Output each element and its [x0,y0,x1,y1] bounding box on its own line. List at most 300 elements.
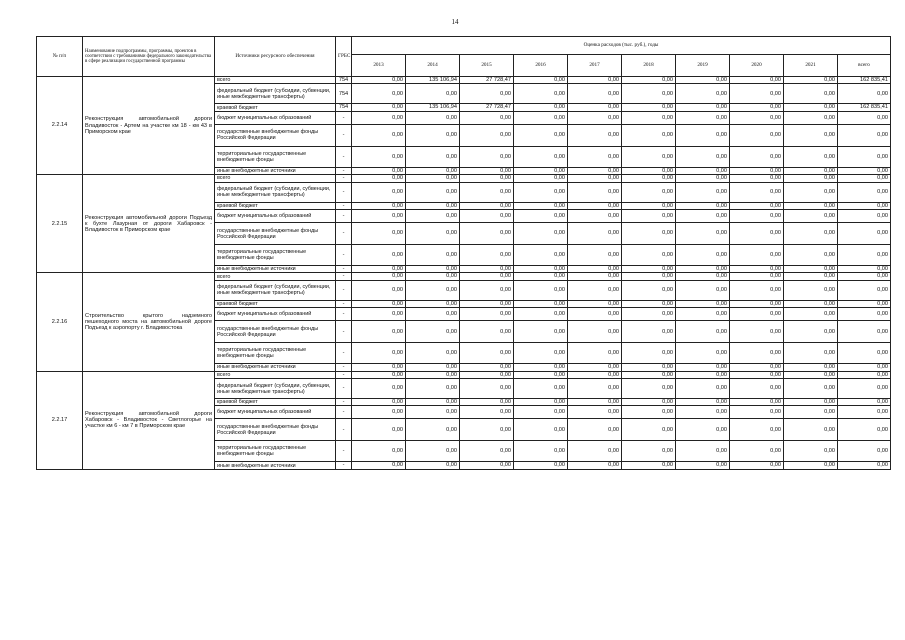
amount-cell: 0,00 [784,223,838,245]
header-year: 2014 [406,55,460,77]
grbs-code: - [336,167,352,174]
amount-cell: 0,00 [514,146,568,167]
amount-cell: 0,00 [568,266,622,273]
amount-cell: 0,00 [730,77,784,84]
amount-cell: 0,00 [622,364,676,371]
amount-cell: 0,00 [730,321,784,343]
header-grbs: ГРБС [336,37,352,77]
expenditure-table [36,36,891,470]
grbs-code: - [336,364,352,371]
amount-cell: 0,00 [676,371,730,378]
amount-cell: 0,00 [622,399,676,406]
amount-cell: 0,00 [568,300,622,307]
amount-cell: 0,00 [460,175,514,182]
total-cell: 0,00 [838,124,891,146]
total-cell: 0,00 [838,167,891,174]
amount-cell: 0,00 [460,343,514,364]
amount-cell: 0,00 [676,223,730,245]
grbs-code: - [336,245,352,266]
amount-cell: 0,00 [406,175,460,182]
amount-cell: 0,00 [514,379,568,399]
amount-cell: 0,00 [676,300,730,307]
amount-cell: 0,00 [784,379,838,399]
amount-cell: 0,00 [730,273,784,280]
amount-cell: 0,00 [730,441,784,462]
header-number: № п/п [37,37,83,77]
amount-cell: 0,00 [514,266,568,273]
amount-cell: 0,00 [784,273,838,280]
amount-cell: 0,00 [622,371,676,378]
funding-source: краевой бюджет [215,300,336,307]
grbs-code: - [336,308,352,321]
funding-source: всего [215,273,336,280]
funding-source: государственные внебюджетные фонды Российской Федерации [215,419,336,441]
amount-cell: 0,00 [460,462,514,469]
funding-source: бюджет муниципальных образований [215,406,336,419]
amount-cell: 0,00 [514,245,568,266]
table-row [37,273,891,280]
amount-cell: 0,00 [514,77,568,84]
amount-cell: 0,00 [784,399,838,406]
amount-cell: 0,00 [622,124,676,146]
amount-cell: 0,00 [676,84,730,104]
amount-cell: 0,00 [676,321,730,343]
amount-cell: 0,00 [784,462,838,469]
total-cell: 0,00 [838,364,891,371]
header-name: Наименование подпрограммы, программы, проектов в соответствии с требованиями федерального законодательства в сфере реализации государственной программы [83,37,215,77]
amount-cell: 0,00 [406,419,460,441]
amount-cell: 0,00 [568,175,622,182]
total-cell: 0,00 [838,273,891,280]
grbs-code: - [336,266,352,273]
amount-cell: 0,00 [568,223,622,245]
funding-source: краевой бюджет [215,399,336,406]
amount-cell: 0,00 [568,308,622,321]
grbs-code: - [336,300,352,307]
amount-cell: 0,00 [514,462,568,469]
total-cell: 0,00 [838,308,891,321]
amount-cell: 0,00 [730,202,784,209]
funding-source: государственные внебюджетные фонды Российской Федерации [215,223,336,245]
total-cell: 0,00 [838,371,891,378]
header-year: 2017 [568,55,622,77]
amount-cell: 0,00 [460,210,514,223]
amount-cell: 0,00 [784,84,838,104]
amount-cell: 0,00 [784,371,838,378]
header-year: 2021 [784,55,838,77]
amount-cell: 0,00 [406,371,460,378]
total-cell: 0,00 [838,462,891,469]
amount-cell: 0,00 [676,343,730,364]
amount-cell: 0,00 [622,104,676,111]
funding-source: бюджет муниципальных образований [215,308,336,321]
funding-source: федеральный бюджет (субсидии, субвенции, иные межбюджетные трансферты) [215,84,336,104]
amount-cell: 0,00 [676,175,730,182]
amount-cell: 0,00 [784,300,838,307]
amount-cell: 0,00 [730,462,784,469]
header-year: 2015 [460,55,514,77]
amount-cell: 0,00 [568,273,622,280]
amount-cell: 0,00 [514,182,568,202]
amount-cell: 0,00 [730,364,784,371]
amount-cell: 0,00 [406,146,460,167]
amount-cell: 0,00 [730,111,784,124]
amount-cell: 0,00 [676,167,730,174]
amount-cell: 27 728,47 [460,77,514,84]
amount-cell: 0,00 [352,300,406,307]
amount-cell: 0,00 [568,104,622,111]
amount-cell: 0,00 [676,308,730,321]
amount-cell: 0,00 [352,167,406,174]
amount-cell: 0,00 [676,210,730,223]
total-cell: 0,00 [838,379,891,399]
total-cell: 0,00 [838,406,891,419]
amount-cell: 0,00 [730,371,784,378]
funding-source: территориальные государственные внебюджетные фонды [215,343,336,364]
amount-cell: 0,00 [730,175,784,182]
amount-cell: 0,00 [784,308,838,321]
amount-cell: 0,00 [406,406,460,419]
amount-cell: 0,00 [676,273,730,280]
amount-cell: 0,00 [460,167,514,174]
amount-cell: 0,00 [514,300,568,307]
amount-cell: 0,00 [568,419,622,441]
amount-cell: 0,00 [784,210,838,223]
amount-cell: 0,00 [352,210,406,223]
amount-cell: 0,00 [730,399,784,406]
funding-source: иные внебюджетные источники [215,167,336,174]
funding-source: краевой бюджет [215,104,336,111]
amount-cell: 0,00 [676,266,730,273]
amount-cell: 0,00 [784,202,838,209]
grbs-code: - [336,273,352,280]
amount-cell: 0,00 [352,77,406,84]
amount-cell: 0,00 [514,343,568,364]
table-row [37,175,891,182]
amount-cell: 0,00 [730,182,784,202]
amount-cell: 0,00 [622,321,676,343]
amount-cell: 0,00 [784,419,838,441]
total-cell: 0,00 [838,399,891,406]
amount-cell: 0,00 [784,111,838,124]
amount-cell: 0,00 [730,300,784,307]
amount-cell: 0,00 [406,124,460,146]
amount-cell: 0,00 [676,104,730,111]
amount-cell: 0,00 [568,371,622,378]
funding-source: краевой бюджет [215,202,336,209]
amount-cell: 0,00 [406,364,460,371]
amount-cell: 0,00 [676,124,730,146]
table-header [37,37,891,77]
amount-cell: 0,00 [568,343,622,364]
amount-cell: 0,00 [460,419,514,441]
amount-cell: 0,00 [406,202,460,209]
amount-cell: 0,00 [352,202,406,209]
table-row [37,77,891,84]
amount-cell: 0,00 [676,280,730,300]
amount-cell: 0,00 [352,273,406,280]
amount-cell: 0,00 [730,343,784,364]
amount-cell: 0,00 [352,399,406,406]
amount-cell: 0,00 [568,379,622,399]
amount-cell: 0,00 [406,343,460,364]
grbs-code: - [336,371,352,378]
header-source: Источники ресурсного обеспечения [215,37,336,77]
amount-cell: 0,00 [676,462,730,469]
amount-cell: 0,00 [460,406,514,419]
funding-source: государственные внебюджетные фонды Российской Федерации [215,321,336,343]
funding-source: всего [215,371,336,378]
amount-cell: 0,00 [352,124,406,146]
grbs-code: 754 [336,104,352,111]
amount-cell: 0,00 [406,462,460,469]
amount-cell: 0,00 [460,182,514,202]
amount-cell: 0,00 [406,273,460,280]
amount-cell: 0,00 [352,223,406,245]
amount-cell: 0,00 [622,273,676,280]
funding-source: бюджет муниципальных образований [215,210,336,223]
amount-cell: 0,00 [460,371,514,378]
amount-cell: 0,00 [568,146,622,167]
amount-cell: 0,00 [730,379,784,399]
amount-cell: 0,00 [406,223,460,245]
amount-cell: 0,00 [730,210,784,223]
amount-cell: 0,00 [406,280,460,300]
funding-source: территориальные государственные внебюджетные фонды [215,146,336,167]
amount-cell: 0,00 [568,280,622,300]
total-cell: 0,00 [838,343,891,364]
amount-cell: 0,00 [568,210,622,223]
amount-cell: 0,00 [352,308,406,321]
funding-source: бюджет муниципальных образований [215,111,336,124]
amount-cell: 0,00 [730,406,784,419]
grbs-code: - [336,210,352,223]
amount-cell: 0,00 [568,399,622,406]
amount-cell: 0,00 [568,84,622,104]
amount-cell: 0,00 [352,321,406,343]
amount-cell: 0,00 [460,202,514,209]
amount-cell: 0,00 [622,146,676,167]
amount-cell: 0,00 [514,111,568,124]
amount-cell: 0,00 [406,308,460,321]
funding-source: государственные внебюджетные фонды Российской Федерации [215,124,336,146]
amount-cell: 0,00 [460,300,514,307]
amount-cell: 0,00 [730,419,784,441]
amount-cell: 0,00 [784,124,838,146]
amount-cell: 0,00 [784,104,838,111]
amount-cell: 0,00 [622,300,676,307]
amount-cell: 27 728,47 [460,104,514,111]
amount-cell: 0,00 [406,167,460,174]
total-cell: 0,00 [838,419,891,441]
amount-cell: 0,00 [352,419,406,441]
amount-cell: 0,00 [514,371,568,378]
amount-cell: 0,00 [784,406,838,419]
amount-cell: 0,00 [352,175,406,182]
amount-cell: 0,00 [460,146,514,167]
item-code: 2.2.17 [37,371,83,469]
total-cell: 0,00 [838,441,891,462]
header-year: 2016 [514,55,568,77]
amount-cell: 0,00 [730,167,784,174]
funding-source: всего [215,175,336,182]
grbs-code: - [336,321,352,343]
funding-source: федеральный бюджет (субсидии, субвенции, иные межбюджетные трансферты) [215,280,336,300]
amount-cell: 0,00 [568,202,622,209]
grbs-code: - [336,406,352,419]
amount-cell: 0,00 [622,210,676,223]
amount-cell: 0,00 [568,321,622,343]
header-year: 2019 [676,55,730,77]
total-cell: 0,00 [838,182,891,202]
total-cell: 0,00 [838,223,891,245]
amount-cell: 0,00 [622,175,676,182]
amount-cell: 0,00 [352,266,406,273]
amount-cell: 0,00 [406,321,460,343]
amount-cell: 0,00 [406,300,460,307]
amount-cell: 0,00 [784,167,838,174]
table-body [37,77,891,470]
amount-cell: 0,00 [568,406,622,419]
amount-cell: 0,00 [622,167,676,174]
amount-cell: 0,00 [784,321,838,343]
amount-cell: 0,00 [784,280,838,300]
grbs-code: - [336,379,352,399]
grbs-code: 754 [336,77,352,84]
amount-cell: 0,00 [352,364,406,371]
funding-source: территориальные государственные внебюджетные фонды [215,245,336,266]
amount-cell: 0,00 [676,364,730,371]
amount-cell: 0,00 [460,399,514,406]
grbs-code: - [336,146,352,167]
funding-source: иные внебюджетные источники [215,266,336,273]
amount-cell: 0,00 [622,84,676,104]
amount-cell: 0,00 [514,441,568,462]
grbs-code: - [336,399,352,406]
item-name: Строительство крытого надземного пешеходного моста на автомобильной дороге Подъезд к аэропорту г. Владивостока [83,273,215,371]
amount-cell: 0,00 [568,364,622,371]
item-name: Реконструкция автомобильной дороги Подъезд к бухте Лазурная от дороги Хабаровск - Владивосток в Приморском крае [83,175,215,273]
amount-cell: 0,00 [352,146,406,167]
amount-cell: 0,00 [460,111,514,124]
amount-cell: 0,00 [784,364,838,371]
amount-cell: 0,00 [406,441,460,462]
amount-cell: 0,00 [352,406,406,419]
grbs-code: - [336,462,352,469]
amount-cell: 0,00 [730,308,784,321]
table-row [37,371,891,378]
grbs-code: - [336,175,352,182]
amount-cell: 135 106,94 [406,77,460,84]
amount-cell: 0,00 [514,175,568,182]
funding-source: федеральный бюджет (субсидии, субвенции, иные межбюджетные трансферты) [215,379,336,399]
amount-cell: 0,00 [622,280,676,300]
amount-cell: 0,00 [514,321,568,343]
amount-cell: 0,00 [406,84,460,104]
amount-cell: 0,00 [676,182,730,202]
amount-cell: 0,00 [676,202,730,209]
amount-cell: 0,00 [352,462,406,469]
amount-cell: 0,00 [622,202,676,209]
grbs-code: - [336,441,352,462]
funding-source: всего [215,77,336,84]
grbs-code: - [336,343,352,364]
amount-cell: 0,00 [514,406,568,419]
amount-cell: 0,00 [460,364,514,371]
amount-cell: 0,00 [460,266,514,273]
amount-cell: 0,00 [460,223,514,245]
amount-cell: 0,00 [784,441,838,462]
amount-cell: 0,00 [730,104,784,111]
amount-cell: 0,00 [676,77,730,84]
amount-cell: 0,00 [568,182,622,202]
amount-cell: 0,00 [730,223,784,245]
grbs-code: - [336,202,352,209]
funding-source: федеральный бюджет (субсидии, субвенции, иные межбюджетные трансферты) [215,182,336,202]
amount-cell: 0,00 [352,280,406,300]
amount-cell: 0,00 [622,406,676,419]
amount-cell: 135 106,94 [406,104,460,111]
amount-cell: 0,00 [514,364,568,371]
amount-cell: 0,00 [352,343,406,364]
item-code: 2.2.15 [37,175,83,273]
amount-cell: 0,00 [622,462,676,469]
amount-cell: 0,00 [568,441,622,462]
amount-cell: 0,00 [676,441,730,462]
amount-cell: 0,00 [730,245,784,266]
page-number: 14 [451,18,459,26]
amount-cell: 0,00 [352,182,406,202]
amount-cell: 0,00 [406,399,460,406]
grbs-code: - [336,111,352,124]
amount-cell: 0,00 [514,399,568,406]
amount-cell: 0,00 [730,84,784,104]
amount-cell: 0,00 [514,210,568,223]
amount-cell: 0,00 [622,266,676,273]
header-expense-group: Оценка расходов (тыс. руб.), годы [352,37,891,55]
amount-cell: 0,00 [514,419,568,441]
amount-cell: 0,00 [460,280,514,300]
amount-cell: 0,00 [784,343,838,364]
amount-cell: 0,00 [514,223,568,245]
amount-cell: 0,00 [514,124,568,146]
amount-cell: 0,00 [352,379,406,399]
amount-cell: 0,00 [406,245,460,266]
amount-cell: 0,00 [622,77,676,84]
amount-cell: 0,00 [514,104,568,111]
amount-cell: 0,00 [406,182,460,202]
amount-cell: 0,00 [406,266,460,273]
amount-cell: 0,00 [730,266,784,273]
amount-cell: 0,00 [460,84,514,104]
grbs-code: - [336,419,352,441]
amount-cell: 0,00 [784,77,838,84]
funding-source: территориальные государственные внебюджетные фонды [215,441,336,462]
header-year: 2013 [352,55,406,77]
amount-cell: 0,00 [352,104,406,111]
amount-cell: 0,00 [676,379,730,399]
total-cell: 0,00 [838,266,891,273]
amount-cell: 0,00 [568,77,622,84]
amount-cell: 0,00 [622,245,676,266]
amount-cell: 0,00 [460,321,514,343]
amount-cell: 0,00 [568,167,622,174]
amount-cell: 0,00 [676,111,730,124]
amount-cell: 0,00 [676,406,730,419]
amount-cell: 0,00 [676,419,730,441]
amount-cell: 0,00 [514,273,568,280]
amount-cell: 0,00 [514,202,568,209]
